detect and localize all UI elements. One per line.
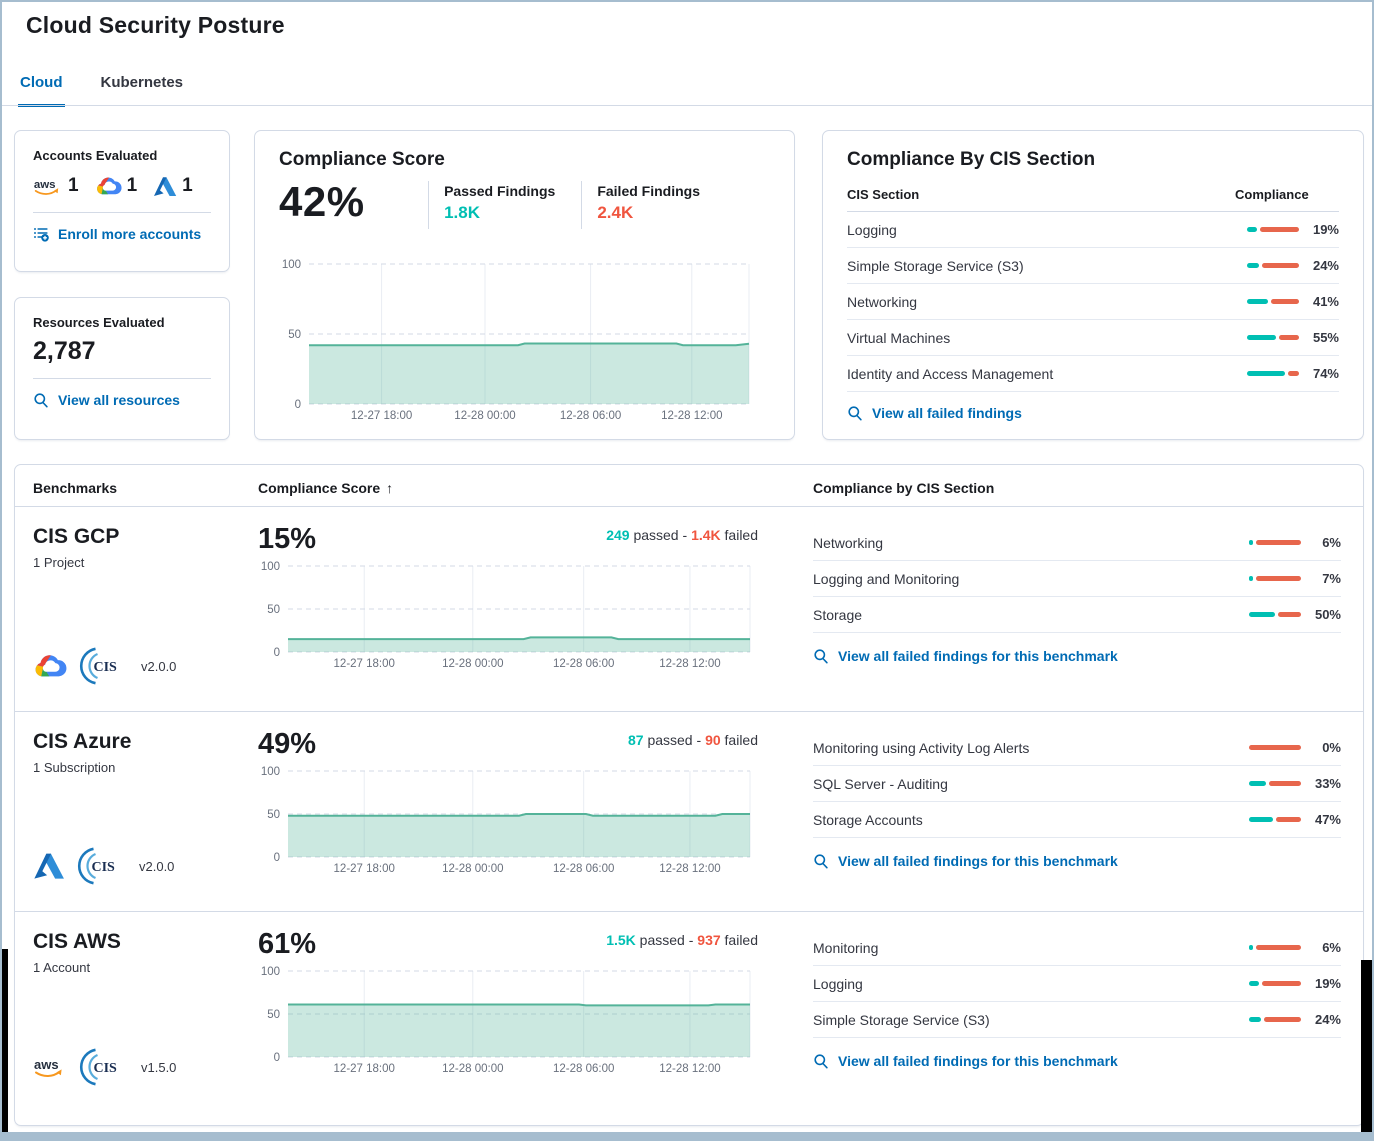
failed-findings-stat (581, 181, 700, 229)
benchmark-name: CIS AWS (33, 930, 121, 953)
view-benchmark-failed-findings-link[interactable] (813, 853, 1341, 869)
benchmark-sections-column (813, 930, 1341, 1126)
svg-text:12-28 00:00: 12-28 00:00 (442, 863, 504, 875)
benchmark-row-cis-gcp (15, 507, 1363, 712)
svg-text:12-28 12:00: 12-28 12:00 (659, 658, 721, 670)
compliance-minibar (1247, 299, 1299, 304)
svg-text:12-27 18:00: 12-27 18:00 (333, 1063, 395, 1075)
gcp-logo-icon (95, 175, 122, 197)
section-label: Storage (813, 606, 863, 623)
card-divider (33, 378, 211, 379)
svg-text:aws: aws (34, 1056, 59, 1072)
cis-section-row (813, 730, 1341, 766)
cis-logo-icon (77, 845, 119, 887)
failed-count: 937 (697, 932, 721, 948)
tab-cloud[interactable]: Cloud (18, 74, 65, 107)
benchmark-score: 61% (258, 928, 317, 960)
section-pct: 55% (1312, 330, 1339, 345)
passed-failed-summary: 87 passed - 90 failed (627, 732, 758, 748)
benchmark-logos (33, 845, 258, 887)
cis-section-row (813, 930, 1341, 966)
benchmark-version: v1.5.0 (141, 1059, 177, 1075)
screen-artifact-black-bar-left (2, 949, 8, 1135)
section-pct: 19% (1312, 222, 1339, 237)
passed-findings-stat (428, 181, 555, 229)
benchmark-scope: 1 Account (33, 960, 91, 975)
gcp-account-count (95, 175, 138, 197)
magnifier-icon (847, 405, 863, 421)
cis-section-row (813, 966, 1341, 1002)
tab-bar (18, 74, 185, 107)
svg-text:50: 50 (267, 604, 280, 616)
section-pct: 6% (1322, 535, 1341, 550)
section-label: Logging and Monitoring (813, 570, 960, 587)
azure-count: 1 (182, 175, 193, 196)
gcp-logo-icon (33, 652, 67, 680)
compliance-minibar (1249, 576, 1301, 581)
section-label: Simple Storage Service (S3) (813, 1011, 990, 1028)
failed-count: 1.4K (691, 527, 721, 543)
benchmark-sections-column (813, 525, 1341, 711)
svg-text:12-28 00:00: 12-28 00:00 (442, 1063, 504, 1075)
compliance-score-card (254, 130, 795, 440)
screen-artifact-black-bar-right (1361, 960, 1372, 1134)
svg-text:aws: aws (33, 178, 56, 191)
svg-text:12-28 06:00: 12-28 06:00 (552, 863, 615, 875)
benchmark-logos (33, 1046, 258, 1088)
benchmark-scope: 1 Subscription (33, 760, 116, 775)
compliance-score-title: Compliance Score (279, 149, 445, 170)
cis-section-row (813, 802, 1341, 838)
svg-text:12-27 18:00: 12-27 18:00 (333, 863, 395, 875)
svg-text:0: 0 (294, 399, 301, 411)
window-bottom-frame (2, 1132, 1372, 1139)
cis-section-row (813, 525, 1341, 561)
passed-count: 1.5K (606, 932, 636, 948)
benchmark-version: v2.0.0 (141, 658, 177, 674)
benchmark-row-cis-azure (15, 712, 1363, 912)
compliance-by-cis-section-column-header: Compliance by CIS Section (813, 480, 995, 496)
passed-count: 87 (627, 732, 644, 748)
section-label: Virtual Machines (847, 329, 951, 346)
failed-count: 90 (705, 732, 721, 748)
compliance-minibar (1249, 817, 1301, 822)
compliance-by-cis-section-card (822, 130, 1364, 440)
section-pct: 6% (1322, 940, 1341, 955)
resources-evaluated-card (14, 297, 230, 440)
benchmark-trend-chart (258, 765, 758, 882)
section-label: Simple Storage Service (S3) (847, 257, 1024, 274)
tab-kubernetes[interactable]: Kubernetes (100, 74, 184, 91)
benchmark-score-column (258, 730, 813, 911)
compliance-minibar (1249, 981, 1301, 986)
account-provider-counts (33, 175, 211, 197)
compliance-minibar (1249, 612, 1301, 617)
svg-text:0: 0 (273, 852, 280, 864)
cis-logo-icon (79, 1046, 121, 1088)
view-benchmark-failed-findings-label: View all failed findings for this benchmark (838, 1053, 1118, 1069)
benchmark-info (33, 525, 258, 711)
cis-section-row (813, 597, 1341, 633)
magnifier-icon (33, 392, 49, 408)
compliance-minibar (1249, 540, 1301, 545)
section-pct: 24% (1312, 258, 1339, 273)
view-all-resources-link[interactable] (33, 392, 211, 408)
svg-text:12-27 18:00: 12-27 18:00 (350, 410, 413, 422)
aws-logo-icon (33, 1056, 67, 1079)
cis-section-column-header: CIS Section (847, 187, 920, 202)
section-pct: 74% (1312, 366, 1339, 381)
section-label: Networking (813, 534, 884, 551)
compliance-minibar (1247, 371, 1299, 376)
failed-findings-value: 2.4K (597, 203, 634, 222)
compliance-minibar (1249, 945, 1301, 950)
section-pct: 7% (1322, 571, 1341, 586)
benchmark-trend-chart (258, 965, 758, 1082)
section-pct: 41% (1312, 294, 1339, 309)
svg-text:50: 50 (267, 1009, 280, 1021)
section-label: Networking (847, 293, 918, 310)
svg-text:12-28 06:00: 12-28 06:00 (552, 1063, 615, 1075)
compliance-score-sort-label: Compliance Score (258, 480, 381, 496)
compliance-minibar (1247, 263, 1299, 268)
benchmarks-column-header: Benchmarks (33, 480, 118, 496)
compliance-score-row (279, 178, 770, 229)
benchmark-name: CIS GCP (33, 525, 120, 548)
cis-section-row (847, 356, 1339, 392)
azure-account-count (153, 175, 193, 197)
svg-text:100: 100 (260, 966, 280, 978)
benchmark-version: v2.0.0 (139, 858, 175, 874)
section-label: Storage Accounts (813, 811, 923, 828)
cis-table-header (847, 187, 1339, 212)
azure-logo-icon (153, 176, 177, 197)
failed-findings-label: Failed Findings (597, 183, 700, 199)
svg-text:50: 50 (267, 809, 280, 821)
tabs-divider (2, 105, 1372, 106)
magnifier-icon (813, 1053, 829, 1069)
section-pct: 24% (1314, 1012, 1341, 1027)
list-add-icon (33, 226, 49, 242)
benchmark-name: CIS Azure (33, 730, 132, 753)
svg-text:12-28 00:00: 12-28 00:00 (454, 410, 516, 422)
benchmark-score: 15% (258, 523, 317, 555)
svg-text:100: 100 (260, 766, 280, 778)
benchmark-score: 49% (258, 728, 317, 760)
benchmark-score-column (258, 930, 813, 1126)
benchmark-logos (33, 645, 258, 687)
section-pct: 0% (1322, 740, 1341, 755)
section-label: Logging (813, 975, 863, 992)
cis-section-row (847, 284, 1339, 320)
svg-text:50: 50 (288, 329, 301, 341)
svg-text:CIS: CIS (93, 1061, 117, 1076)
benchmarks-table-card (14, 464, 1364, 1126)
cis-section-card-title: Compliance By CIS Section (847, 149, 1096, 170)
enroll-more-accounts-link[interactable] (33, 226, 211, 242)
benchmark-row-cis-aws (15, 912, 1363, 1126)
svg-text:0: 0 (273, 1052, 280, 1064)
svg-text:0: 0 (273, 647, 280, 659)
svg-text:CIS: CIS (91, 860, 115, 875)
view-all-resources-label: View all resources (58, 392, 180, 408)
cis-section-row (813, 561, 1341, 597)
svg-text:CIS: CIS (93, 660, 117, 675)
overall-compliance-score: 42% (279, 178, 365, 225)
aws-count: 1 (68, 175, 79, 196)
view-benchmark-failed-findings-link[interactable] (813, 1053, 1341, 1069)
view-benchmark-failed-findings-link[interactable] (813, 648, 1341, 664)
section-pct: 33% (1314, 776, 1341, 791)
section-label: Identity and Access Management (847, 365, 1054, 382)
cis-section-row (847, 320, 1339, 356)
compliance-minibar (1247, 335, 1299, 340)
section-pct: 50% (1314, 607, 1341, 622)
passed-count: 249 (606, 527, 630, 543)
aws-account-count (33, 175, 79, 197)
magnifier-icon (813, 853, 829, 869)
benchmark-trend-chart (258, 560, 758, 677)
cis-section-row (813, 766, 1341, 802)
compliance-score-column-header[interactable] (258, 480, 813, 496)
findings-stats (428, 181, 700, 229)
svg-text:12-28 12:00: 12-28 12:00 (661, 410, 723, 422)
section-pct: 19% (1314, 976, 1341, 991)
svg-text:12-27 18:00: 12-27 18:00 (333, 658, 395, 670)
view-all-failed-findings-label: View all failed findings (872, 405, 1022, 421)
cis-section-row (813, 1002, 1341, 1038)
svg-text:12-28 00:00: 12-28 00:00 (442, 658, 504, 670)
benchmark-info (33, 930, 258, 1126)
compliance-minibar (1249, 781, 1301, 786)
benchmarks-table-header (15, 465, 1363, 507)
section-label: Logging (847, 221, 897, 238)
aws-logo-icon (33, 176, 63, 197)
view-benchmark-failed-findings-label: View all failed findings for this benchmark (838, 648, 1118, 664)
svg-text:12-28 12:00: 12-28 12:00 (659, 863, 721, 875)
benchmark-sections-column (813, 730, 1341, 911)
benchmark-scope: 1 Project (33, 555, 85, 570)
passed-failed-summary: 249 passed - 1.4K failed (606, 527, 758, 543)
cis-section-row (847, 212, 1339, 248)
page-title: Cloud Security Posture (26, 12, 285, 38)
section-label: Monitoring using Activity Log Alerts (813, 739, 1030, 756)
compliance-trend-chart (279, 258, 770, 429)
svg-text:12-28 12:00: 12-28 12:00 (659, 1063, 721, 1075)
magnifier-icon (813, 648, 829, 664)
svg-text:12-28 06:00: 12-28 06:00 (559, 410, 622, 422)
resources-count: 2,787 (33, 337, 96, 365)
accounts-evaluated-title: Accounts Evaluated (33, 148, 158, 163)
passed-findings-value: 1.8K (444, 203, 480, 222)
section-label: SQL Server - Auditing (813, 775, 948, 792)
compliance-minibar (1247, 227, 1299, 232)
compliance-column-header: Compliance (1235, 187, 1309, 202)
view-all-failed-findings-link[interactable] (847, 405, 1339, 421)
section-pct: 47% (1314, 812, 1341, 827)
resources-evaluated-title: Resources Evaluated (33, 315, 165, 330)
svg-text:100: 100 (260, 561, 280, 573)
enroll-more-accounts-label: Enroll more accounts (58, 226, 202, 242)
section-label: Monitoring (813, 939, 879, 956)
card-divider (33, 212, 211, 213)
view-benchmark-failed-findings-label: View all failed findings for this benchmark (838, 853, 1118, 869)
benchmark-score-column (258, 525, 813, 711)
sort-ascending-arrow-icon: ↑ (386, 480, 394, 496)
compliance-minibar (1249, 1017, 1301, 1022)
svg-text:100: 100 (281, 259, 301, 271)
svg-text:12-28 06:00: 12-28 06:00 (552, 658, 615, 670)
passed-findings-label: Passed Findings (444, 183, 556, 199)
azure-logo-icon (33, 852, 65, 880)
cis-logo-icon (79, 645, 121, 687)
passed-failed-summary: 1.5K passed - 937 failed (606, 932, 758, 948)
cis-section-row (847, 248, 1339, 284)
gcp-count: 1 (126, 175, 138, 196)
accounts-evaluated-card (14, 130, 230, 272)
compliance-minibar (1249, 745, 1301, 750)
benchmark-info (33, 730, 258, 911)
